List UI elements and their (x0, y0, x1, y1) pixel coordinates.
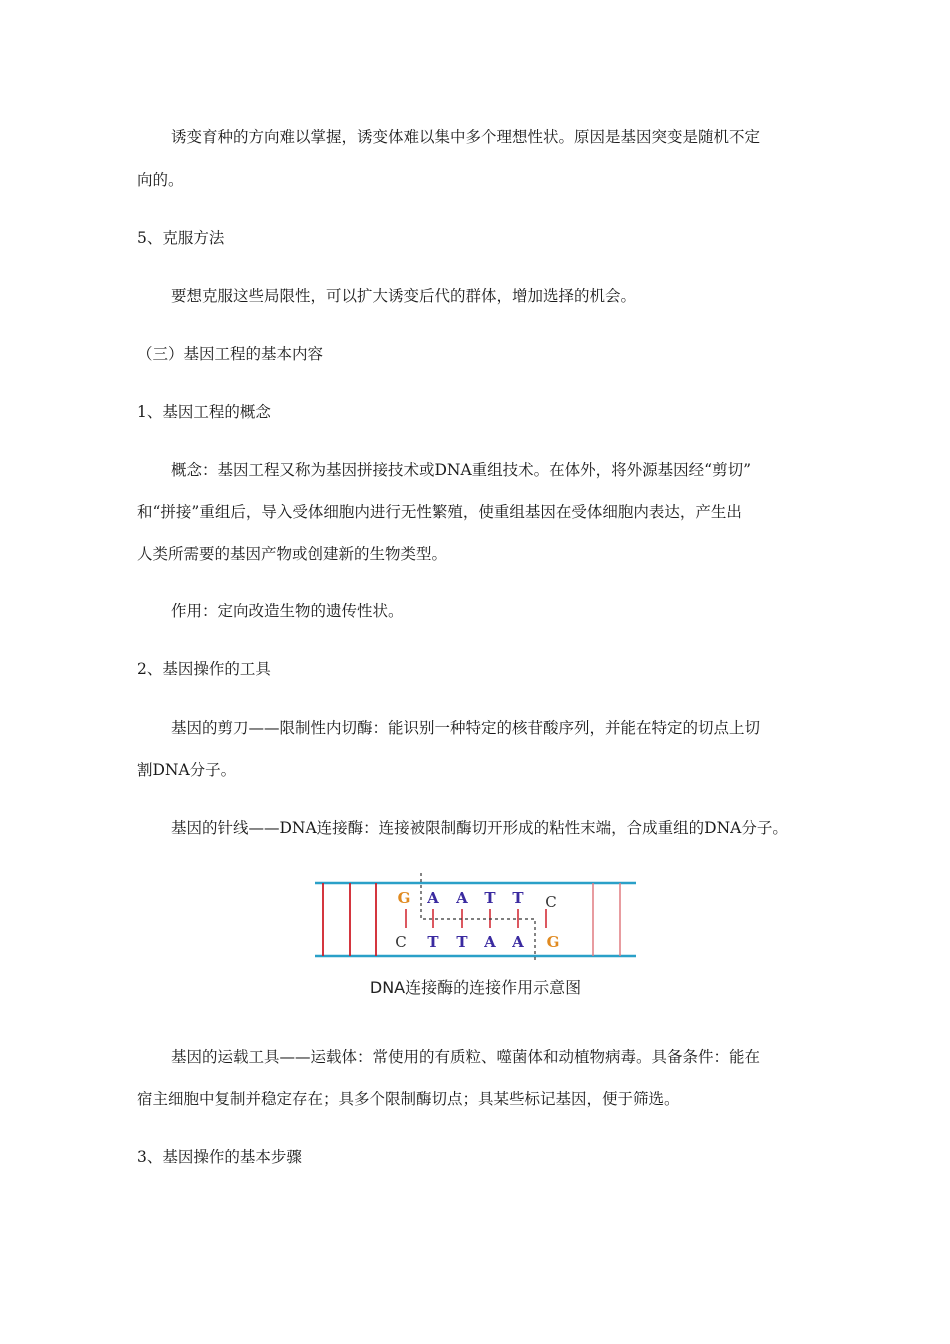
paragraph-line: 基因的针线——DNA连接酶：连接被限制酶切开形成的粘性末端，合成重组的DNA分子。 (171, 819, 788, 837)
base-label: A (512, 933, 524, 951)
base-label: A (484, 933, 496, 951)
base-label: C (545, 893, 557, 911)
dna-ligase-diagram (315, 873, 636, 963)
section-heading: 5、克服方法 (137, 229, 225, 247)
section-heading: 1、基因工程的概念 (137, 403, 271, 421)
base-label: G (546, 933, 560, 951)
paragraph-line: 概念：基因工程又称为基因拼接技术或DNA重组技术。在体外，将外源基因经“剪切” (171, 461, 752, 479)
base-label: G (397, 889, 411, 907)
base-label: C (395, 933, 407, 951)
base-label: T (456, 933, 468, 951)
paragraph-line: 割DNA分子。 (137, 761, 237, 779)
section-heading: 2、基因操作的工具 (137, 660, 271, 678)
paragraph-line: 基因的运载工具——运载体：常使用的有质粒、噬菌体和动植物病毒。具备条件：能在 (171, 1048, 761, 1066)
paragraph-line: 基因的剪刀——限制性内切酶：能识别一种特定的核苷酸序列，并能在特定的切点上切 (171, 719, 761, 737)
paragraph-line: 作用：定向改造生物的遗传性状。 (171, 602, 404, 620)
paragraph-line: 要想克服这些局限性，可以扩大诱变后代的群体，增加选择的机会。 (171, 287, 637, 305)
paragraph-line: 和“拼接”重组后，导入受体细胞内进行无性繁殖，使重组基因在受体细胞内表达，产生出 (137, 503, 742, 521)
paragraph-line: 向的。 (137, 171, 184, 189)
figure-caption: DNA连接酶的连接作用示意图 (369, 978, 582, 997)
paragraph-line: 宿主细胞中复制并稳定存在；具多个限制酶切点；具某些标记基因，便于筛选。 (137, 1090, 680, 1108)
paragraph-line: 诱变育种的方向难以掌握，诱变体难以集中多个理想性状。原因是基因突变是随机不定 (171, 128, 761, 146)
base-label: A (427, 889, 439, 907)
paragraph-line: 人类所需要的基因产物或创建新的生物类型。 (137, 545, 448, 563)
section-heading: （三）基因工程的基本内容 (137, 345, 324, 363)
base-label: T (484, 889, 496, 907)
section-heading: 3、基因操作的基本步骤 (137, 1148, 302, 1166)
base-label: A (456, 889, 468, 907)
base-label: T (427, 933, 439, 951)
base-label: T (512, 889, 524, 907)
